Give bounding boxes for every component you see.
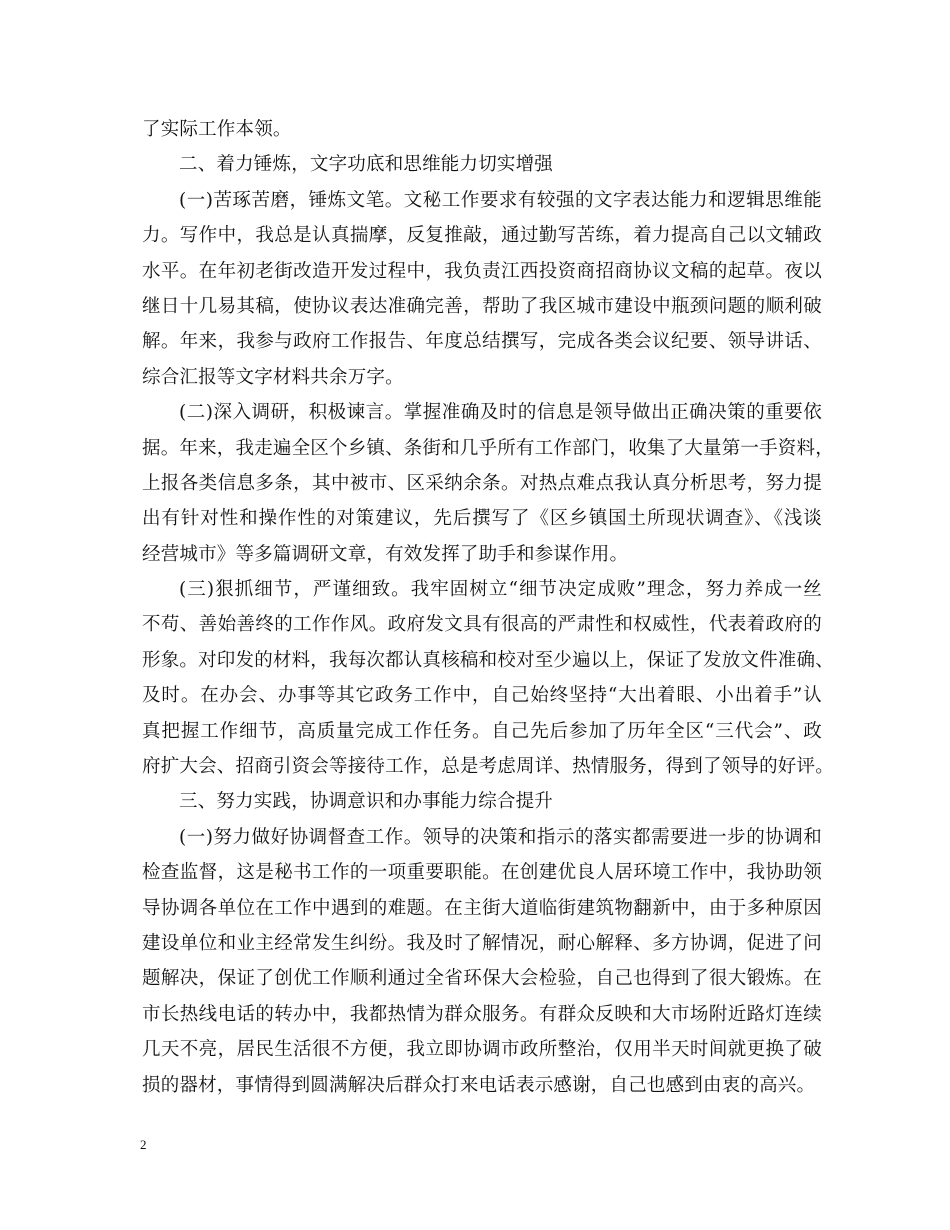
text-line: 出有针对性和操作性的对策建议，先后撰写了《区乡镇国土所现状调查》、《浅谈 (142, 508, 822, 530)
text-line: 真把握工作细节，高质量完成工作任务。自己先后参加了历年全区“三代会”、政 (142, 720, 822, 742)
text-line: (三)狠抓细节，严谨细致。我牢固树立“细节决定成败”理念，努力养成一丝 (179, 579, 822, 601)
text-line: 几天不亮，居民生活很不方便，我立即协调市政所整治，仅用半天时间就更换了破 (142, 1039, 822, 1061)
text-line: 水平。在年初老街改造开发过程中，我负责江西投资商招商协议文稿的起草。夜以 (142, 260, 822, 282)
text-line: 综合汇报等文字材料共余万字。 (142, 366, 404, 388)
text-line: 力。写作中，我总是认真揣摩，反复推敲，通过勤写苦练，着力提高自己以文辅政 (142, 225, 822, 247)
text-line: 解。年来，我参与政府工作报告、年度总结撰写，完成各类会议纪要、领导讲话、 (142, 331, 822, 353)
text-line: 了实际工作本领。 (142, 119, 292, 140)
text-line: 形象。对印发的材料，我每次都认真核稿和校对至少遍以上，保证了发放文件准确、 (142, 649, 834, 671)
text-line: (一)努力做好协调督查工作。领导的决策和指示的落实都需要进一步的协调和 (179, 826, 822, 848)
text-line: 上报各类信息多条，其中被市、区采纳余条。对热点难点我认真分析思考，努力提 (142, 472, 822, 494)
text-line: 不苟、善始善终的工作作风。政府发文具有很高的严肃性和权威性，代表着政府的 (142, 614, 822, 636)
text-line: 导协调各单位在工作中遇到的难题。在主街大道临街建筑物翻新中，由于多种原因 (142, 897, 822, 919)
text-line: (二)深入调研，积极谏言。掌握准确及时的信息是领导做出正确决策的重要依 (179, 402, 822, 424)
page-number: 2 (140, 1137, 147, 1152)
text-line: 损的器材，事情得到圆满解决后群众打来电话表示感谢，自己也感到由衷的高兴。 (142, 1074, 816, 1096)
section-heading: 二、着力锤炼，文字功底和思维能力切实增强 (179, 154, 554, 176)
text-line: 建设单位和业主经常发生纠纷。我及时了解情况，耐心解释、多方协调，促进了问 (142, 932, 822, 954)
text-line: 府扩大会、招商引资会等接待工作，总是考虑周详、热情服务，得到了领导的好评。 (142, 756, 834, 778)
text-line: 检查监督，这是秘书工作的一项重要职能。在创建优良人居环境工作中，我协助领 (142, 862, 822, 884)
text-line: 继日十几易其稿，使协议表达准确完善，帮助了我区城市建设中瓶颈问题的顺利破 (142, 295, 822, 317)
body-text (142, 112, 834, 1103)
section-heading: 三、努力实践，协调意识和办事能力综合提升 (179, 791, 554, 813)
text-line: 经营城市》等多篇调研文章，有效发挥了助手和参谋作用。 (142, 543, 629, 565)
text-line: 据。年来，我走遍全区个乡镇、条街和几乎所有工作部门，收集了大量第一手资料， (142, 437, 834, 459)
text-line: 题解决，保证了创优工作顺利通过全省环保大会检验，自己也得到了很大锻炼。在 (142, 968, 822, 990)
text-line: (一)苦琢苦磨，锤炼文笔。文秘工作要求有较强的文字表达能力和逻辑思维能 (179, 189, 822, 211)
text-line: 及时。在办会、办事等其它政务工作中，自己始终坚持“大出着眼、小出着手”认 (142, 685, 822, 707)
text-line: 市长热线电话的转办中，我都热情为群众服务。有群众反映和大市场附近路灯连续 (142, 1003, 822, 1025)
